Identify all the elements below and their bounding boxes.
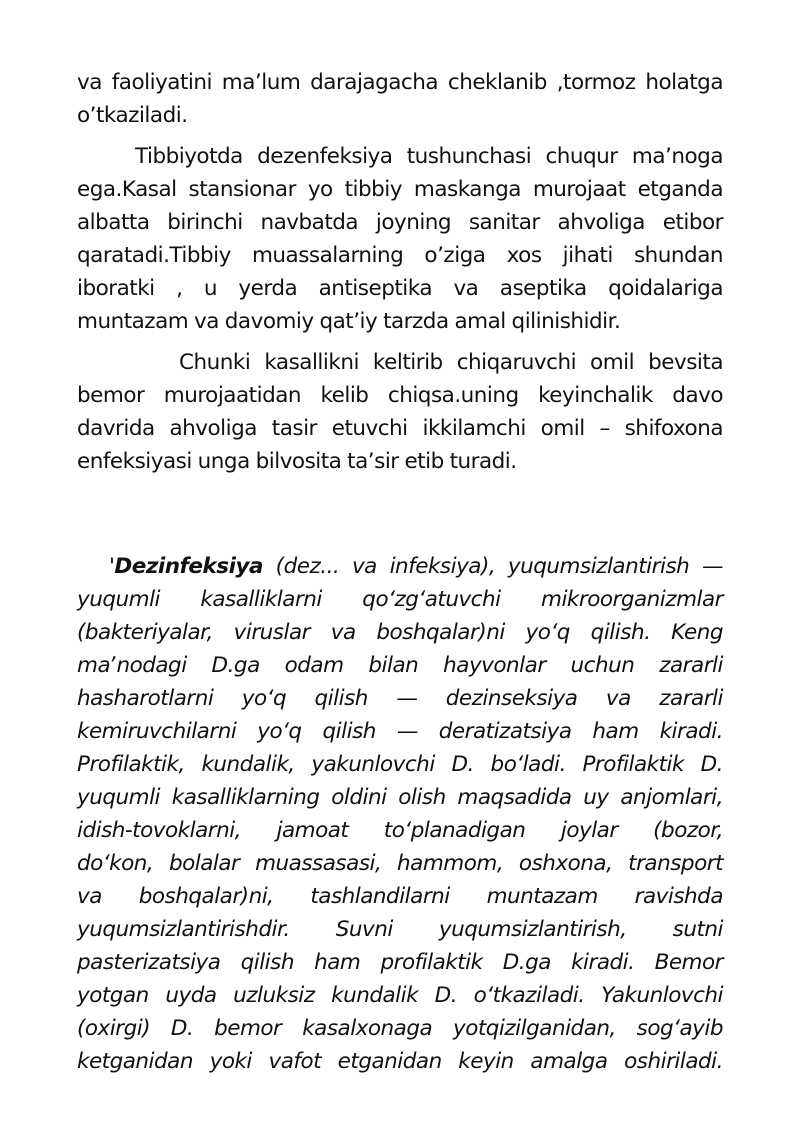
text-line: yuqumli kasalliklarning oldini olish maqsadida uy anjomlari, bbox=[77, 785, 723, 810]
text-line: Chunki kasallikni keltirib chiqaruvchi omil bevsita bbox=[179, 350, 723, 375]
text-line: idish-tovoklarni, jamoat toʻplanadigan joylar (bozor, bbox=[77, 818, 723, 843]
document-page bbox=[77, 66, 723, 1078]
paragraph-disinfection-concept bbox=[77, 140, 723, 338]
text-line: o’tkaziladi. bbox=[77, 103, 188, 128]
paragraph-definition bbox=[77, 550, 723, 1078]
text-line: va boshqalar)ni, tashlandilarni muntazam ravishda bbox=[77, 884, 723, 909]
text-line: Profilaktik, kundalik, yakunlovchi D. boʻladi. Profilaktik D. bbox=[77, 752, 723, 777]
text-line: hasharotlarni yoʻq qilish — dezinseksiya va zararli bbox=[77, 686, 723, 711]
text-line: yotgan uyda uzluksiz kundalik D. oʻtkaziladi. Yakunlovchi bbox=[77, 983, 723, 1008]
text-line: va faoliyatini ma’lum darajagacha cheklanib ,tormoz holatga bbox=[77, 70, 723, 95]
text-line: bemor murojaatidan kelib chiqsa.uning keyinchalik davo bbox=[77, 383, 723, 408]
text-line: enfeksiyasi unga bilvosita ta’sir etib turadi. bbox=[77, 449, 517, 474]
text-line: ketganidan yoki vafot etganidan keyin amalga oshiriladi. bbox=[77, 1049, 723, 1074]
text-line: (bakteriyalar, viruslar va boshqalar)ni yoʻq qilish. Keng bbox=[77, 620, 723, 645]
text-line: yuqumsizlantirishdir. Suvni yuqumsizlantirish, sutni bbox=[77, 917, 723, 942]
text-line: maʼnodagi D.ga odam bilan hayvonlar uchun zararli bbox=[77, 653, 723, 678]
text-line: iboratki , u yerda antiseptika va aseptika qoidalariga bbox=[77, 276, 723, 301]
text-line: ega.Kasal stansionar yo tibbiy maskanga murojaat etganda bbox=[77, 177, 723, 202]
paragraph-continuation bbox=[77, 66, 723, 132]
text-line: (oxirgi) D. bemor kasalxonaga yotqizilganidan, sogʻayib bbox=[77, 1016, 723, 1041]
text-line: Tibbiyotda dezenfeksiya tushunchasi chuqur ma’noga bbox=[135, 144, 723, 169]
defined-term: Dezinfeksiya bbox=[114, 554, 263, 579]
text-line: doʻkon, bolalar muassasasi, hammom, oshxona, transport bbox=[77, 851, 723, 876]
lead-mark: ' bbox=[109, 554, 115, 579]
definition-text: (dez... va infeksiya), yuqumsizlantirish — bbox=[262, 554, 723, 579]
text-line: muntazam va davomiy qat’iy tarzda amal qilinishidir. bbox=[77, 309, 621, 334]
text-line: yuqumli kasalliklarni qoʻzgʻatuvchi mikroorganizmlar bbox=[77, 587, 723, 612]
definition-first-line bbox=[77, 550, 723, 583]
text-line: qaratadi.Tibbiy muassalarning o’ziga xos jihati shundan bbox=[77, 243, 723, 268]
text-line: pasterizatsiya qilish ham profilaktik D.ga kiradi. Bemor bbox=[77, 950, 723, 975]
text-line: davrida ahvoliga tasir etuvchi ikkilamchi omil – shifoxona bbox=[77, 416, 723, 441]
text-line: albatta birinchi navbatda joyning sanitar ahvoliga etibor bbox=[77, 210, 723, 235]
paragraph-hospital-infection bbox=[77, 346, 723, 478]
text-line: kemiruvchilarni yoʻq qilish — deratizatsiya ham kiradi. bbox=[77, 719, 723, 744]
